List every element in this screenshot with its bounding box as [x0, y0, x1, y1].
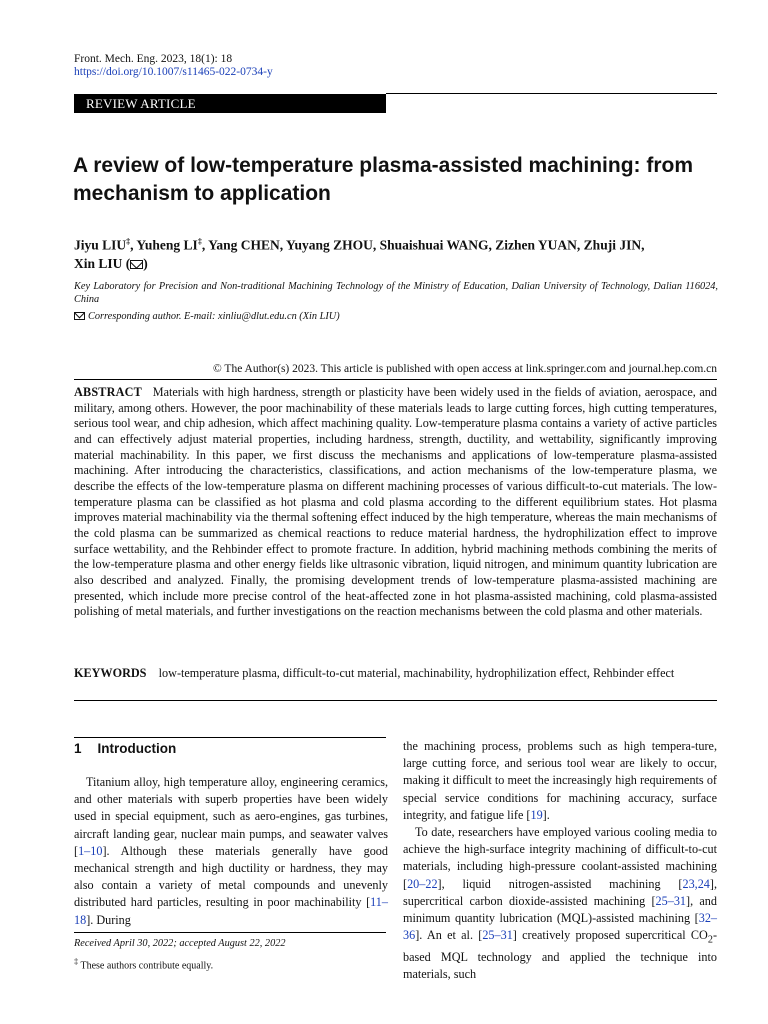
paragraph: [74, 774, 388, 929]
citation-link[interactable]: 25–31: [655, 893, 687, 908]
equal-contribution-mark: ‡: [126, 237, 131, 246]
citation-link[interactable]: 23,24: [682, 876, 710, 891]
paragraph: [403, 824, 717, 983]
author-list: [74, 233, 718, 273]
author-yuheng-li: , Yuheng LI: [130, 237, 198, 253]
text-run: ], and minimum quantity lubrication (MQL)-assisted machining [: [403, 893, 717, 926]
section-number: 1: [74, 741, 82, 756]
paragraph: [403, 738, 717, 824]
section-heading: [74, 741, 176, 757]
affiliation: Key Laboratory for Precision and Non-traditional Machining Technology of the Ministry of Education, Dalian University of Technology, Dalian 116024, China: [74, 281, 718, 305]
author-xin-liu: Xin LIU (: [74, 255, 131, 271]
citation-link[interactable]: 25–31: [482, 928, 513, 943]
author-jiyu-liu: Jiyu LIU: [74, 237, 127, 253]
corresponding-email: Corresponding author. E-mail: xinliu@dlut.edu.cn (Xin LIU): [88, 311, 340, 322]
text-run: ], liquid nitrogen-assisted machining [: [437, 876, 683, 891]
footnote-text: These authors contribute equally.: [78, 960, 214, 972]
envelope-icon: [74, 312, 85, 320]
equal-contribution-note: [74, 956, 213, 972]
text-run: Titanium alloy, high temperature alloy, engineering ceramics, and other materials with superb properties have been widely used in special equipment, such as aero-engines, gas turbines, aircraft landing gear, nuclear main pumps, and seawater valves [: [74, 775, 388, 858]
doi-link[interactable]: https://doi.org/10.1007/s11465-022-0734-y: [74, 66, 273, 78]
keywords-label: KEYWORDS: [74, 666, 147, 680]
paren-close: ): [143, 255, 148, 271]
envelope-icon: [130, 260, 143, 269]
keywords: [74, 666, 717, 682]
abstract-label: ABSTRACT: [74, 385, 142, 399]
paper-title: A review of low-temperature plasma-assisted machining: from mechanism to application: [73, 154, 694, 205]
text-run: ] creatively proposed supercritical CO: [512, 928, 708, 943]
corresponding-author: [74, 311, 340, 323]
authors-rest: , Yang CHEN, Yuyang ZHOU, Shuaishuai WANG, Zizhen YUAN, Zhuji JIN,: [201, 237, 645, 253]
received-dates: Received April 30, 2022; accepted August 22, 2022: [74, 938, 286, 949]
citation-link[interactable]: 19: [530, 807, 543, 822]
article-type-label: REVIEW ARTICLE: [86, 96, 196, 111]
copyright-notice: © The Author(s) 2023. This article is published with open access at link.springer.com and journal.hep.com.cn: [213, 363, 717, 375]
footnote-rule: [74, 932, 386, 933]
citation-link[interactable]: 1–10: [78, 843, 103, 858]
text-run: -based MQL technology and applied the technique into materials, such: [403, 928, 717, 982]
citation-link[interactable]: 20–22: [407, 876, 438, 891]
citation-link[interactable]: 32–36: [403, 911, 717, 943]
equal-contribution-mark: ‡: [197, 237, 202, 246]
abstract-rule: [74, 379, 717, 380]
section-rule: [74, 737, 386, 738]
keywords-text: low-temperature plasma, difficult-to-cut material, machinability, hydrophilization effect, Rehbinder effect: [158, 666, 675, 680]
text-run: ], supercritical carbon dioxide-assisted machining [: [403, 876, 717, 908]
journal-citation: Front. Mech. Eng. 2023, 18(1): 18: [74, 53, 233, 65]
text-run: To date, researchers have employed various cooling media to achieve the high-surface integrity machining of difficult-to-cut materials, including high-pressure coolant-assisted machining [: [403, 825, 717, 891]
citation-link[interactable]: 11–18: [74, 895, 388, 927]
text-run: ].: [542, 807, 550, 822]
abstract: [74, 385, 717, 620]
abstract-text: Materials with high hardness, strength or plasticity have been widely used in the fields of aviation, aerospace, and military, among others. However, the poor machinability of these materials leads to large cutting forces, high cutting temperatures, serious tool wear, and chip adhesion, which affect machining quality. Low-temperature plasma contains a variety of active particles and can effectively adjust material properties, including hardness, strength, ductility, and wettability, significantly improving material machinability. In this paper, we first discuss the mechanisms and applications of low-temperature plasma-assisted machining. After introducing the characteristics, classifications, and action mechanisms of the low-temperature plasma, we describe the effects of the low-temperature plasma on different machining processes of various difficult-to-cut materials. The low-temperature plasma can be classified as hot plasma and cold plasma according to the different equilibrium states. Hot plasma improves material machinability via the thermal softening effect induced by the high temperature, whereas the main mechanisms of the cold plasma can be summarized as chemical reactions to reduce material hardness, the hydrophilization effect to improve surface wettability, and the Rehbinder effect to promote fracture. In addition, hybrid machining methods combining the merits of the low-temperature plasma and other energy fields like ultrasonic vibration, liquid nitrogen, and minimum quantity lubrication are also described and analyzed. Finally, the promising development trends of low-temperature plasma-assisted machining are presented, which include more precise control of the heat-affected zone in hot plasma-assisted machining, cold plasma-assisted polishing of metal materials, and further investigations on the reaction mechanisms between the cold plasma and other materials.: [74, 385, 717, 619]
body-column-left: [74, 774, 388, 929]
section-title: Introduction: [97, 741, 177, 756]
text-run: ]. Although these materials generally have good mechanical strength and high ductility or hardness, they may also contain a variety of metal compounds and unevenly distributed hard particles, resulting in poor machinability [: [74, 843, 388, 910]
text-run: ]. During: [86, 912, 131, 927]
body-column-right: [403, 738, 717, 983]
keywords-rule: [74, 700, 717, 701]
subscript: 2: [707, 934, 713, 946]
header-rule: [386, 93, 717, 94]
equal-contribution-mark: ‡: [74, 957, 79, 966]
text-run: the machining process, problems such as high tempera-ture, large cutting force, and serious tool wear are likely to occur, making it difficult to meet the increasingly high requirements of special service conditions for machining accuracy, surface integrity, and fatigue life [: [403, 739, 717, 822]
text-run: ]. An et al. [: [415, 928, 483, 943]
